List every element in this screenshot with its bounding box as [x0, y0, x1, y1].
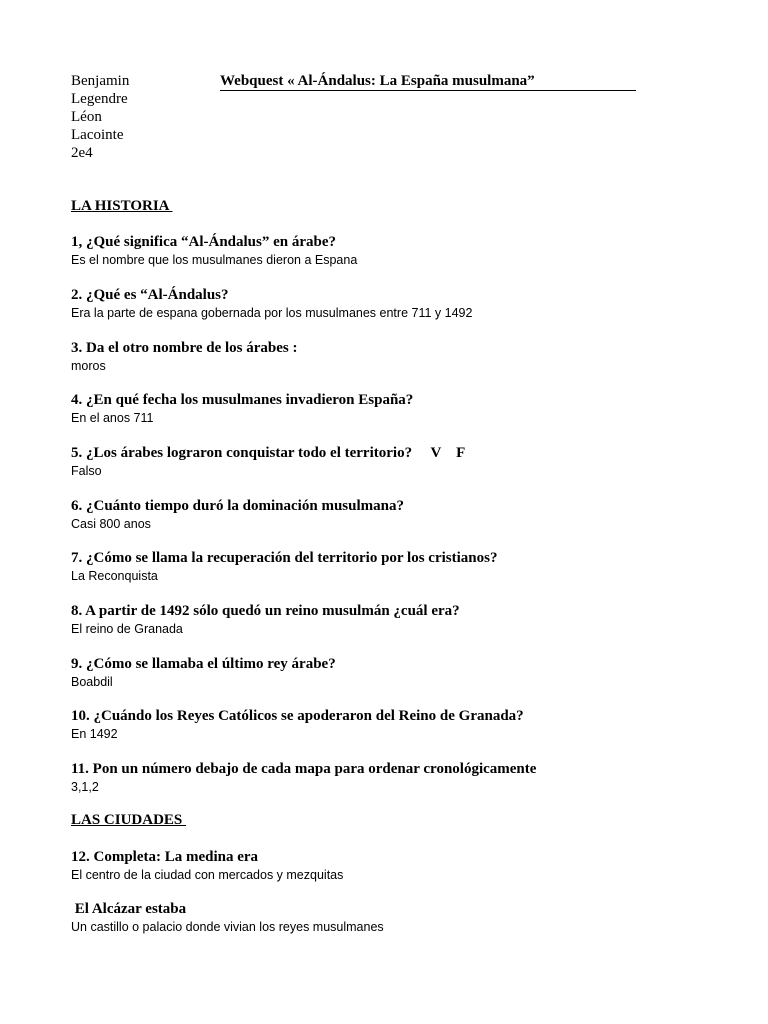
question-text: 4. ¿En qué fecha los musulmanes invadieron España? [71, 392, 414, 408]
question-text: 6. ¿Cuánto tiempo duró la dominación musulmana? [71, 498, 404, 514]
question-block [71, 233, 711, 268]
question-block [71, 602, 711, 637]
answer-text: El reino de Granada [71, 622, 183, 636]
question-block [71, 339, 711, 374]
answer-text: En 1492 [71, 727, 118, 741]
question-block [71, 391, 711, 426]
question-block [71, 444, 711, 479]
question-text: 10. ¿Cuándo los Reyes Católicos se apoderaron del Reino de Granada? [71, 708, 524, 724]
answer-text: Era la parte de espana gobernada por los musulmanes entre 711 y 1492 [71, 306, 473, 320]
question-text: 8. A partir de 1492 sólo quedó un reino musulmán ¿cuál era? [71, 603, 460, 619]
name-line: Lacointe [71, 127, 124, 143]
name-line: Legendre [71, 91, 128, 107]
question-block [71, 497, 711, 532]
answer-text: Es el nombre que los musulmanes dieron a Espana [71, 253, 358, 267]
question-block [71, 286, 711, 321]
class-label: 2e4 [71, 145, 93, 161]
question-text: 12. Completa: La medina era [71, 849, 259, 865]
answer-text: Falso [71, 464, 102, 478]
answer-text: Boabdil [71, 675, 113, 689]
name-line: Benjamin [71, 73, 130, 89]
student-names [71, 72, 129, 162]
answer-text: Casi 800 anos [71, 517, 151, 531]
section-heading-ciudades: LAS CIUDADES [71, 812, 187, 828]
question-text: 3. Da el otro nombre de los árabes : [71, 340, 298, 356]
answer-text: moros [71, 359, 106, 373]
question-text: 1, ¿Qué significa “Al-Ándalus” en árabe? [71, 234, 337, 250]
question-block [71, 655, 711, 690]
answer-text: El centro de la ciudad con mercados y mezquitas [71, 868, 344, 882]
question-block [71, 760, 711, 795]
question-text: 5. ¿Los árabes lograron conquistar todo el territorio? V F [71, 445, 466, 461]
question-text: 2. ¿Qué es “Al-Ándalus? [71, 287, 229, 303]
question-block [71, 549, 711, 584]
answer-text: En el anos 711 [71, 411, 154, 425]
question-text: 7. ¿Cómo se llama la recuperación del territorio por los cristianos? [71, 550, 498, 566]
answer-text: Un castillo o palacio donde vivian los reyes musulmanes [71, 920, 384, 934]
name-line: Léon [71, 109, 102, 125]
answer-text: La Reconquista [71, 569, 158, 583]
question-text: 9. ¿Cómo se llamaba el último rey árabe? [71, 656, 336, 672]
page-title: Webquest « Al-Ándalus: La España musulmana” [220, 72, 636, 91]
section-heading-historia: LA HISTORIA [71, 198, 173, 214]
question-text: 11. Pon un número debajo de cada mapa para ordenar cronológicamente [71, 761, 537, 777]
answer-text: 3,1,2 [71, 780, 99, 794]
question-text: El Alcázar estaba [71, 901, 187, 917]
question-block [71, 900, 711, 935]
question-block [71, 848, 711, 883]
question-block [71, 707, 711, 742]
